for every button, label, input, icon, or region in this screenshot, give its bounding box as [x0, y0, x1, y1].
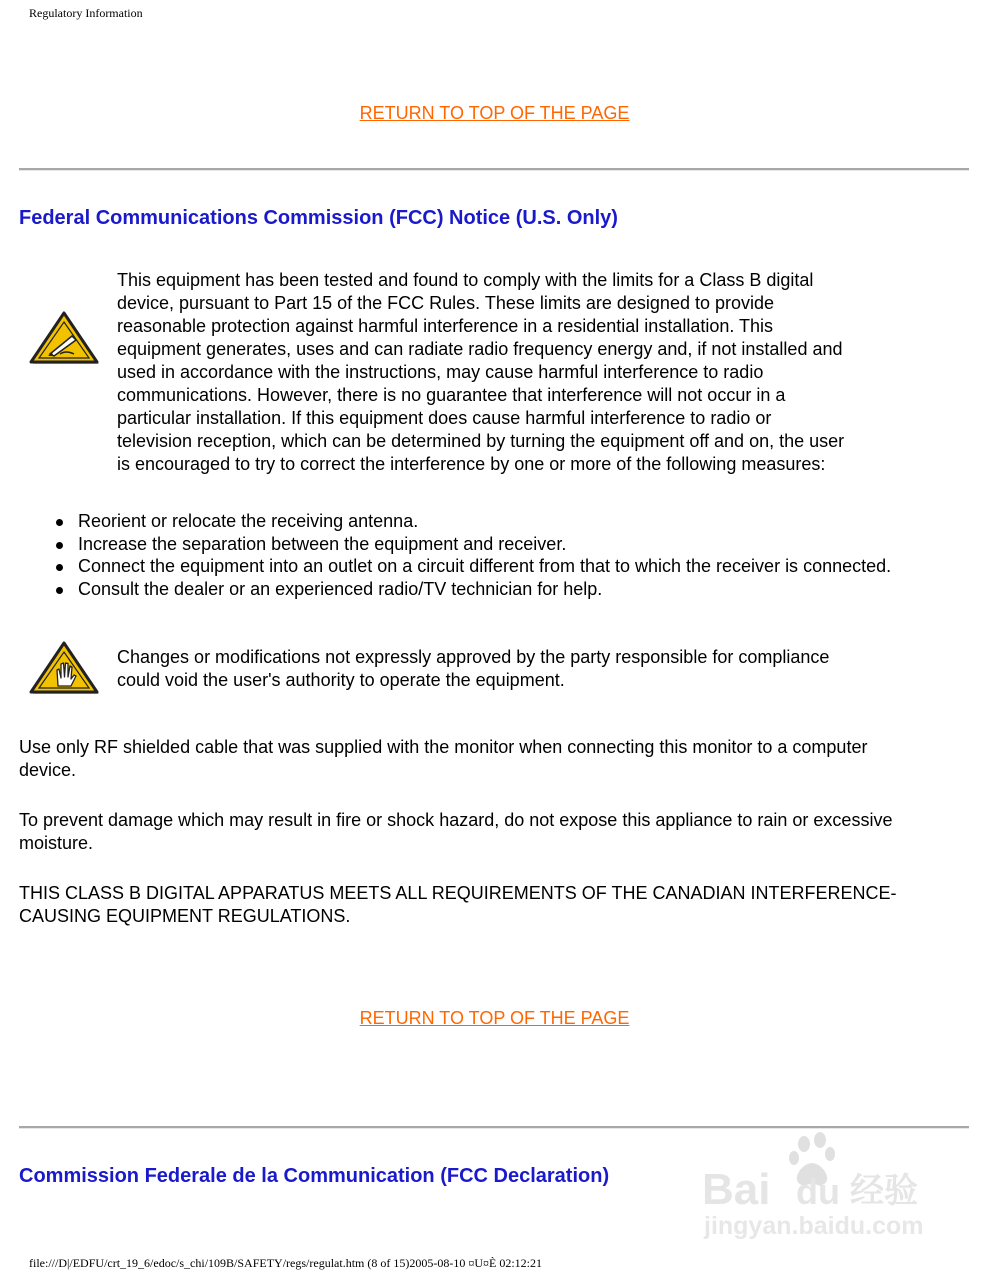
watermark-brand-text: du	[796, 1171, 840, 1212]
notice-line: used in accordance with the instructions, may cause harmful interference to radio	[117, 362, 764, 382]
document-title: Regulatory Information	[29, 6, 143, 20]
list-item: Consult the dealer or an experienced radio/TV technician for help.	[56, 578, 891, 601]
moisture-warning-note	[19, 809, 892, 855]
note-line: moisture.	[19, 833, 94, 853]
warning-line: Changes or modifications not expressly approved by the party responsible for compliance	[117, 647, 830, 667]
notice-line: device, pursuant to Part 15 of the FCC Rules. These limits are designed to provide	[117, 293, 775, 313]
statement-line: CAUSING EQUIPMENT REGULATIONS.	[19, 906, 351, 926]
warning-line: could void the user's authority to operate the equipment.	[117, 670, 565, 690]
list-item: Reorient or relocate the receiving antenna.	[56, 510, 891, 533]
horizontal-divider	[19, 168, 969, 171]
baidu-watermark-logo	[700, 1130, 935, 1242]
notice-line: is encouraged to try to correct the interference by one or more of the following measures:	[117, 454, 826, 474]
notice-line: television reception, which can be determined by turning the equipment off and on, the user	[117, 431, 845, 451]
notice-line: communications. However, there is no guarantee that interference will not occur in a	[117, 385, 786, 405]
notice-line: equipment generates, uses and can radiate radio frequency energy and, if not installed and	[117, 339, 843, 359]
return-to-top-link[interactable]: RETURN TO TOP OF THE PAGE	[359, 103, 630, 123]
list-item: Increase the separation between the equipment and receiver.	[56, 533, 891, 556]
note-line: To prevent damage which may result in fire or shock hazard, do not expose this appliance to rain or excessive	[19, 810, 893, 830]
horizontal-divider	[19, 1126, 969, 1129]
note-line: device.	[19, 760, 77, 780]
fcc-notice-heading: Federal Communications Commission (FCC) Notice (U.S. Only)	[19, 207, 618, 229]
notice-line: This equipment has been tested and found to comply with the limits for a Class B digital	[117, 270, 814, 290]
fcc-compliance-notice	[117, 269, 844, 476]
return-to-top-link[interactable]: RETURN TO TOP OF THE PAGE	[359, 1008, 630, 1028]
caution-warning-icon	[28, 310, 100, 366]
statement-line: THIS CLASS B DIGITAL APPARATUS MEETS ALL REQUIREMENTS OF THE CANADIAN INTERFERENCE-	[19, 883, 897, 903]
hand-warning-icon	[28, 640, 100, 696]
note-line: Use only RF shielded cable that was supplied with the monitor when connecting this monitor to a computer	[19, 737, 868, 757]
interference-measures-list	[56, 510, 891, 601]
watermark-brand-text: Bai	[702, 1165, 771, 1214]
modifications-warning	[117, 646, 829, 692]
watermark-cn-text: 经验	[850, 1171, 918, 1211]
list-item: Connect the equipment into an outlet on a circuit different from that to which the receiver is connected.	[56, 555, 891, 578]
file-path-footer: file:///D|/EDFU/crt_19_6/edoc/s_chi/109B/SAFETY/regs/regulat.htm (8 of 15)2005-08-10 ¤U¤È 02:12:21	[29, 1256, 543, 1270]
rf-cable-note	[19, 736, 867, 782]
notice-line: particular installation. If this equipment does cause harmful interference to radio or	[117, 408, 772, 428]
canadian-compliance-statement	[19, 882, 897, 928]
notice-line: reasonable protection against harmful interference in a residential installation. This	[117, 316, 774, 336]
watermark-site-text: jingyan.baidu.com	[704, 1212, 924, 1240]
fcc-declaration-heading: Commission Federale de la Communication (FCC Declaration)	[19, 1165, 610, 1187]
